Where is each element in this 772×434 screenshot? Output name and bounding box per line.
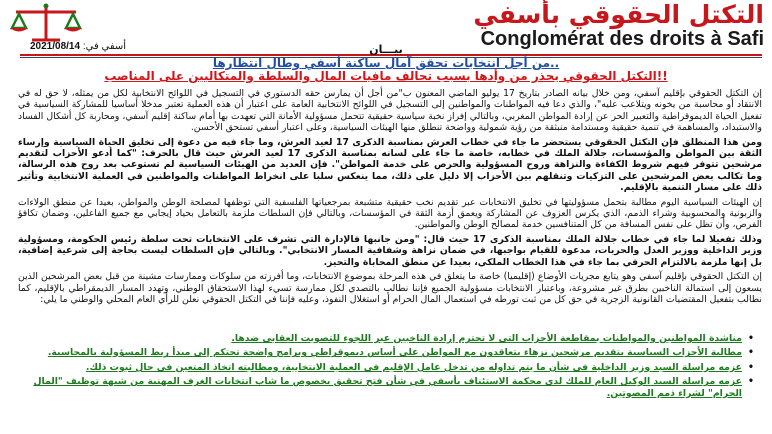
demand-item: • عزمه مراسلة السيد وزير الداخلية في شأن ما يتم تداوله من تدخل عامل الإقليم في العملية الانتخابية، ومطالبته اتخاذ المتعين في حال ثبوت ذلك. bbox=[18, 362, 750, 373]
headline-primary: من أجل انتخابات تحقق آمال ساكنة أسفي وطال انتظارها.. bbox=[212, 56, 560, 70]
organization-name-french: Conglomérat des droits à Safi bbox=[480, 28, 764, 50]
paragraph-3: إن الهيئات السياسية اليوم مطالبة بتحمل مسؤوليتها في تخليق الانتخابات عبر تقديم نخب حقيقية متشبعة بمرجعياتها الفلسفية التي توظفها لمصلحة الوطن والمواطن، بعيدا عن منطق الولاءات والزبونية والمحسوبية وشراء الذمم، الذي يكرس العزوف عن المشاركة ويعمق أزمة الثقة في المؤسسات، وبالتالي فإن السلطات ملزمة بالتعامل بحياد إيجابي مع جميع الفاعلين، وضمان تكافؤ الفرص، وأن تظل على نفس المسافة من كل المتنافسين خدمة لمصالح الوطن والمواطنين. bbox=[18, 196, 762, 231]
date-value: 2021/08/14 bbox=[30, 41, 81, 52]
statement-label: بيـــان bbox=[369, 43, 403, 56]
headline-secondary: التكتل الحقوقي يحذر من وأدها بسبب تحالف مافيات المال والسلطة والمتكالبين على المناصب!! bbox=[104, 69, 668, 83]
demand-item: • مطالبة الأحزاب السياسية بتقديم مرشحين نزهاء يتعاقدون مع المواطن على أساس ديموقراطي وبرامج واضحة تحتكم إلى مبدأ ربط المسؤولية بالمحاسبة. bbox=[18, 347, 750, 358]
paragraph-2: ومن هذا المنطلق فإن التكتل الحقوقي يستحضر ما جاء في خطاب العرش بمناسبة الذكرى 17 لعيد العرش، وما جاء فيه من دعوة إلى تخليق الحياة السياسية وإرساء الثقة بين المواطن والمؤسسات، جلالة الملك في خطابه، خاصة ما جاء على لسانه بمناسبة الذكرى 17 لعيد العرش حيث قال بالحرف: "كما أدعو الأحزاب لتقديم مرشحين تتوفر فيهم شروط الكفاءة والنزاهة وروح المسؤولية والحرص على خدمة المواطن". فإن العديد من الهيئات السياسية لم تستوعب بعد روح هذه الرسالة، وما تكالب بعض المرشحين على التزكيات وتنقلهم بين الأحزاب إلا دليل على ذلك، مما ينعكس سلبا على انخراط المواطنات والمواطنين في العملية الانتخابية وتأثير ذلك على مسار التنمية بالإقليم. bbox=[18, 136, 762, 194]
paragraph-4: وذلك تفعيلا لما جاء في خطاب جلالة الملك بمناسبة الذكرى 17 حيث قال: "ومن جانبها فالإدارة التي تشرف على الانتخابات تحت سلطة رئيس الحكومة، ومسؤولية وزير الداخلية ووزير العدل والحريات، مدعوة للقيام بواجبها، في ضمان نزاهة وشفافية المسار الانتخابي". وبالتالي فإن السلطات ليست بحاجة إلى شرعية إضافية، بل إنها ملزمة بالالتزام الحرفي بما جاء في هذا الخطاب الملكي، بعيدا عن منطق المحاباة والتحيز. bbox=[18, 233, 762, 268]
demand-item: • مناشدة المواطنين والمواطنات بمقاطعة الأحزاب التي لا تحترم إرادة الناخبين عبر اللجوء للتصويت العقابي ضدها. bbox=[18, 333, 750, 344]
organization-name-arabic: التكتل الحقوقي بأسفي bbox=[473, 0, 764, 29]
demand-item: • عزمه مراسلة السيد الوكيل العام للملك لدى محكمة الاستئناف بأسفي في شأن فتح تحقيق بخصوص ما شاب انتخابات الغرف المهنية من شبهة توظيف "المال الحرام" لشراء ذمم المصوتين. bbox=[18, 376, 750, 399]
paragraph-5: إن التكتل الحقوقي بإقليم آسفي وهو يتابع مجريات الأوضاع (إقليميا) خاصة ما يتعلق في هذه المرحلة بموضوع الانتخابات، وما أفرزته من سلوكات وممارسات مشينة من قبل بعض المرشحين الذين يسعون إلى استمالة الناخبين بطرق غير مشروعة، وباعتبار الانتخابات مسؤولية الجميع فإننا نطالب بالتصدي لكل ممارسة تسيء لهذا الاستحقاق الوطني، وتهدد المسار الديمقراطي بالإقليم، كما نطالب بتفعيل المقتضيات القانونية الزجرية في حق كل من ثبت تورطه في استعمال المال الحرام أو استغلال النفوذ، وعليه فإننا في التكتل الحقوقي نعلن للرأي العام المحلي والوطني ما يلي: bbox=[18, 271, 762, 305]
paragraph-1: إن التكتل الحقوقي بإقليم آسفي، ومن خلال بيانه الصادر بتاريخ 17 يوليو الماضي المعنون ب"من أجل أن يمارس حقه الدستوري في التسجيل في اللوائح الانتخابية لكل من يمثله، لا حق له في الانتقاد أو محاسبة من يخونه ويتلاعب عليه"، والذي دعا فيه المواطنات والمواطنين إلى التسجيل في اللوائح الانتخابية العامة على اعتبار أن هذه العملية تعتبر مدخلا أساسيا للمشاركة السياسية في تفعيل الحياة الديموقراطية والتعبير الحر عن إرادة المواطن المغربي، وبالتالي إفراز نخبة سياسية حقيقية تتحمل مسؤولية الأمانة التي تعهدت بها أمام ساكنة إقليم آسفي، ومحاربة كل أشكال الفساد والاستبداد، والمساهمة في تنمية حقيقية ومستدامة منبثقة من رؤية شمولية وواضحة تنطلق منها الهيئات السياسية، وعلى اعتبار أسفي تستحق الأحسن. bbox=[18, 88, 762, 134]
demands-list bbox=[18, 333, 762, 402]
date-prefix: أسفي في: bbox=[82, 41, 127, 52]
statement-body bbox=[18, 88, 762, 308]
scales-of-justice-logo bbox=[8, 2, 84, 44]
